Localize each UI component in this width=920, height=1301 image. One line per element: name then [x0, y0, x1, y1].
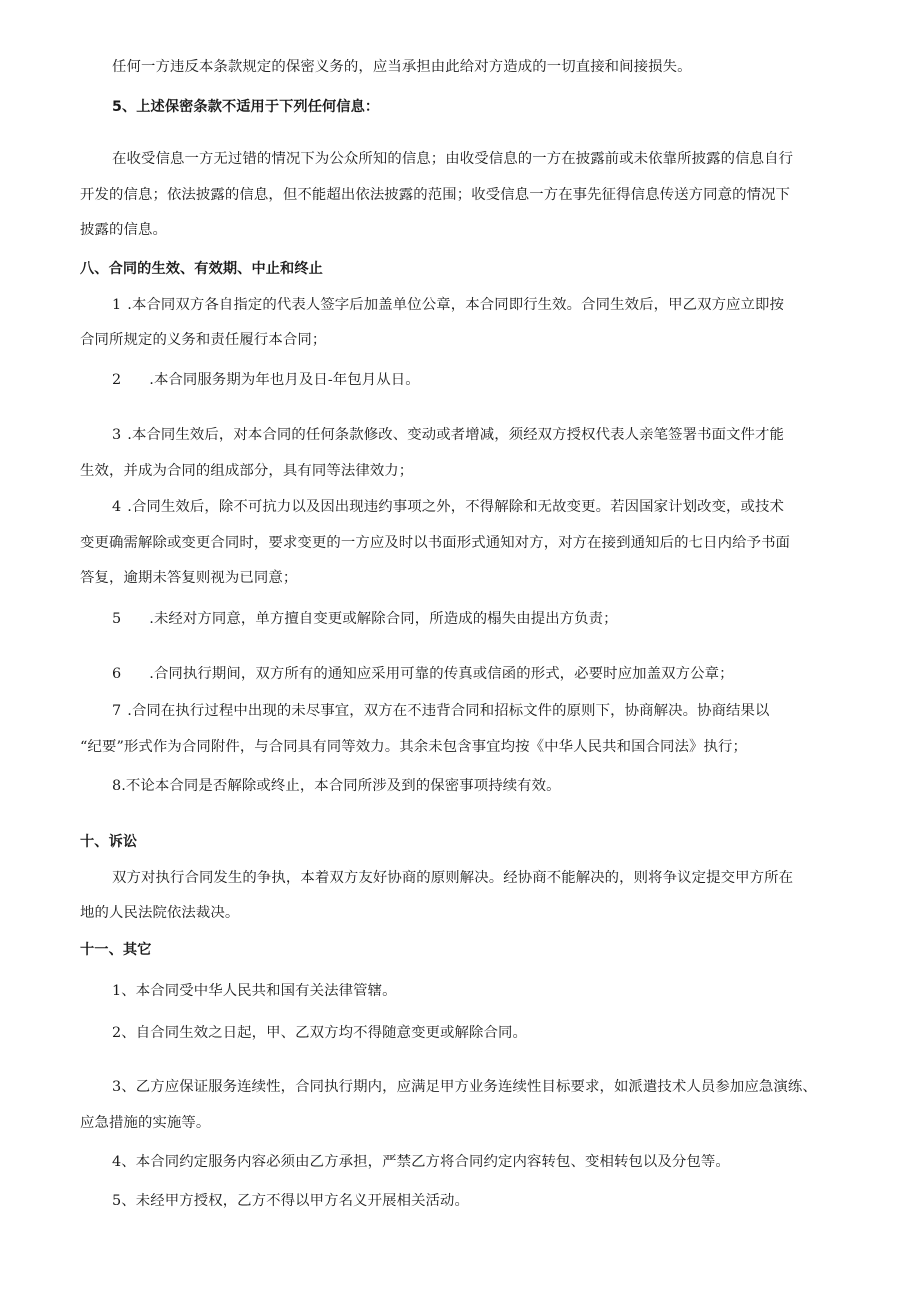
- clause-text: .合同在执行过程中出现的未尽事宜，双方在不违背合同和招标文件的原则下，协商解决。协商结果以: [127, 703, 770, 719]
- clause-2-line-1: [112, 370, 420, 390]
- section-11-item-3-line-1: 3、乙方应保证服务连续性，合同执行期内，应满足甲方业务连续性目标要求，如派遣技术人员参加应急演练、: [112, 1079, 817, 1095]
- clause-3-line-1: [112, 425, 784, 445]
- clause-number: 1: [112, 297, 122, 313]
- clause-number: 3: [112, 427, 122, 443]
- clause-text: .合同执行期间，双方所有的通知应采用可靠的传真或信函的形式，必要时应加盖双方公章；: [149, 666, 734, 682]
- clause-text: .本合同双方各自指定的代表人签字后加盖单位公章，本合同即行生效。合同生效后，甲乙双方应立即按: [127, 297, 785, 313]
- clause-1-line-2: 合同所规定的义务和责任履行本合同；: [80, 332, 327, 348]
- section-11-item-5: 5、未经甲方授权，乙方不得以甲方名义开展相关活动。: [112, 1193, 470, 1209]
- clause-1-line-1: [112, 295, 784, 315]
- section-11-heading: 十一、其它: [80, 942, 152, 958]
- clause-text: .本合同服务期为年也月及日-年包月从日。: [149, 372, 420, 388]
- clause-7-line-2: “纪要”形式作为合同附件，与合同具有同等效力。其余未包含事宜均按《中华人民共和国合同法》执行；: [80, 739, 747, 755]
- clause-number: 4: [112, 499, 122, 515]
- section-10-heading: 十、诉讼: [80, 834, 138, 850]
- clause-number: 6: [112, 666, 122, 682]
- clause-8-line-1: 8.不论本合同是否解除或终止，本合同所涉及到的保密事项持续有效。: [112, 778, 561, 794]
- paragraph-exclusions-line-3: 披露的信息。: [80, 222, 167, 238]
- clause-text: .未经对方同意，单方擅自变更或解除合同，所造成的榻失由提出方负责；: [149, 611, 618, 627]
- heading-item-5-exclusions: 5、上述保密条款不适用于下列任何信息：: [112, 99, 380, 115]
- clause-7-line-1: [112, 701, 770, 721]
- clause-text: .本合同生效后，对本合同的任何条款修改、变动或者增减，须经双方授权代表人亲笔签署书面文件才能: [127, 427, 785, 443]
- section-8-heading: 八、合同的生效、有效期、中止和终止: [80, 261, 323, 277]
- paragraph-exclusions-line-1: 在收受信息一方无过错的情况下为公众所知的信息；由收受信息的一方在披露前或未依靠所披露的信息自行: [112, 151, 794, 167]
- clause-number: 7: [112, 703, 122, 719]
- section-11-item-3-line-2: 应急措施的实施等。: [80, 1115, 211, 1131]
- clause-text: .合同生效后，除不可抗力以及因出现违约事项之外，不得解除和无故变更。若因国家计划改变，或技术: [127, 499, 785, 515]
- section-11-item-4: 4、本合同约定服务内容必须由乙方承担，严禁乙方将合同约定内容转包、变相转包以及分包等。: [112, 1154, 730, 1170]
- section-11-item-1: 1、本合同受中华人民共和国有关法律管辖。: [112, 983, 397, 999]
- clause-4-line-1: [112, 497, 784, 517]
- paragraph-confidentiality-liability: 任何一方违反本条款规定的保密义务的，应当承担由此给对方造成的一切直接和间接损失。: [112, 59, 692, 75]
- clause-number: 2: [112, 372, 122, 388]
- section-10-paragraph-line-1: 双方对执行合同发生的争执，本着双方友好协商的原则解决。经协商不能解决的，则将争议定提交甲方所在: [112, 870, 794, 886]
- paragraph-exclusions-line-2: 开发的信息；依法披露的信息，但不能超出依法披露的范围；收受信息一方在事先征得信息传送方同意的情况下: [80, 187, 791, 203]
- clause-6-line-1: [112, 664, 734, 684]
- clause-3-line-2: 生效，并成为合同的组成部分，具有同等法律效力；: [80, 463, 414, 479]
- clause-5-line-1: [112, 609, 618, 629]
- section-11-item-2: 2、自合同生效之日起，甲、乙双方均不得随意变更或解除合同。: [112, 1025, 527, 1041]
- clause-number: 5: [112, 611, 122, 627]
- section-10-paragraph-line-2: 地的人民法院依法裁决。: [80, 905, 240, 921]
- clause-4-line-2: 变更确需解除或变更合同时，要求变更的一方应及时以书面形式通知对方，对方在接到通知后的七日内给予书面: [80, 535, 791, 551]
- clause-4-line-3: 答复，逾期未答复则视为已同意；: [80, 570, 298, 586]
